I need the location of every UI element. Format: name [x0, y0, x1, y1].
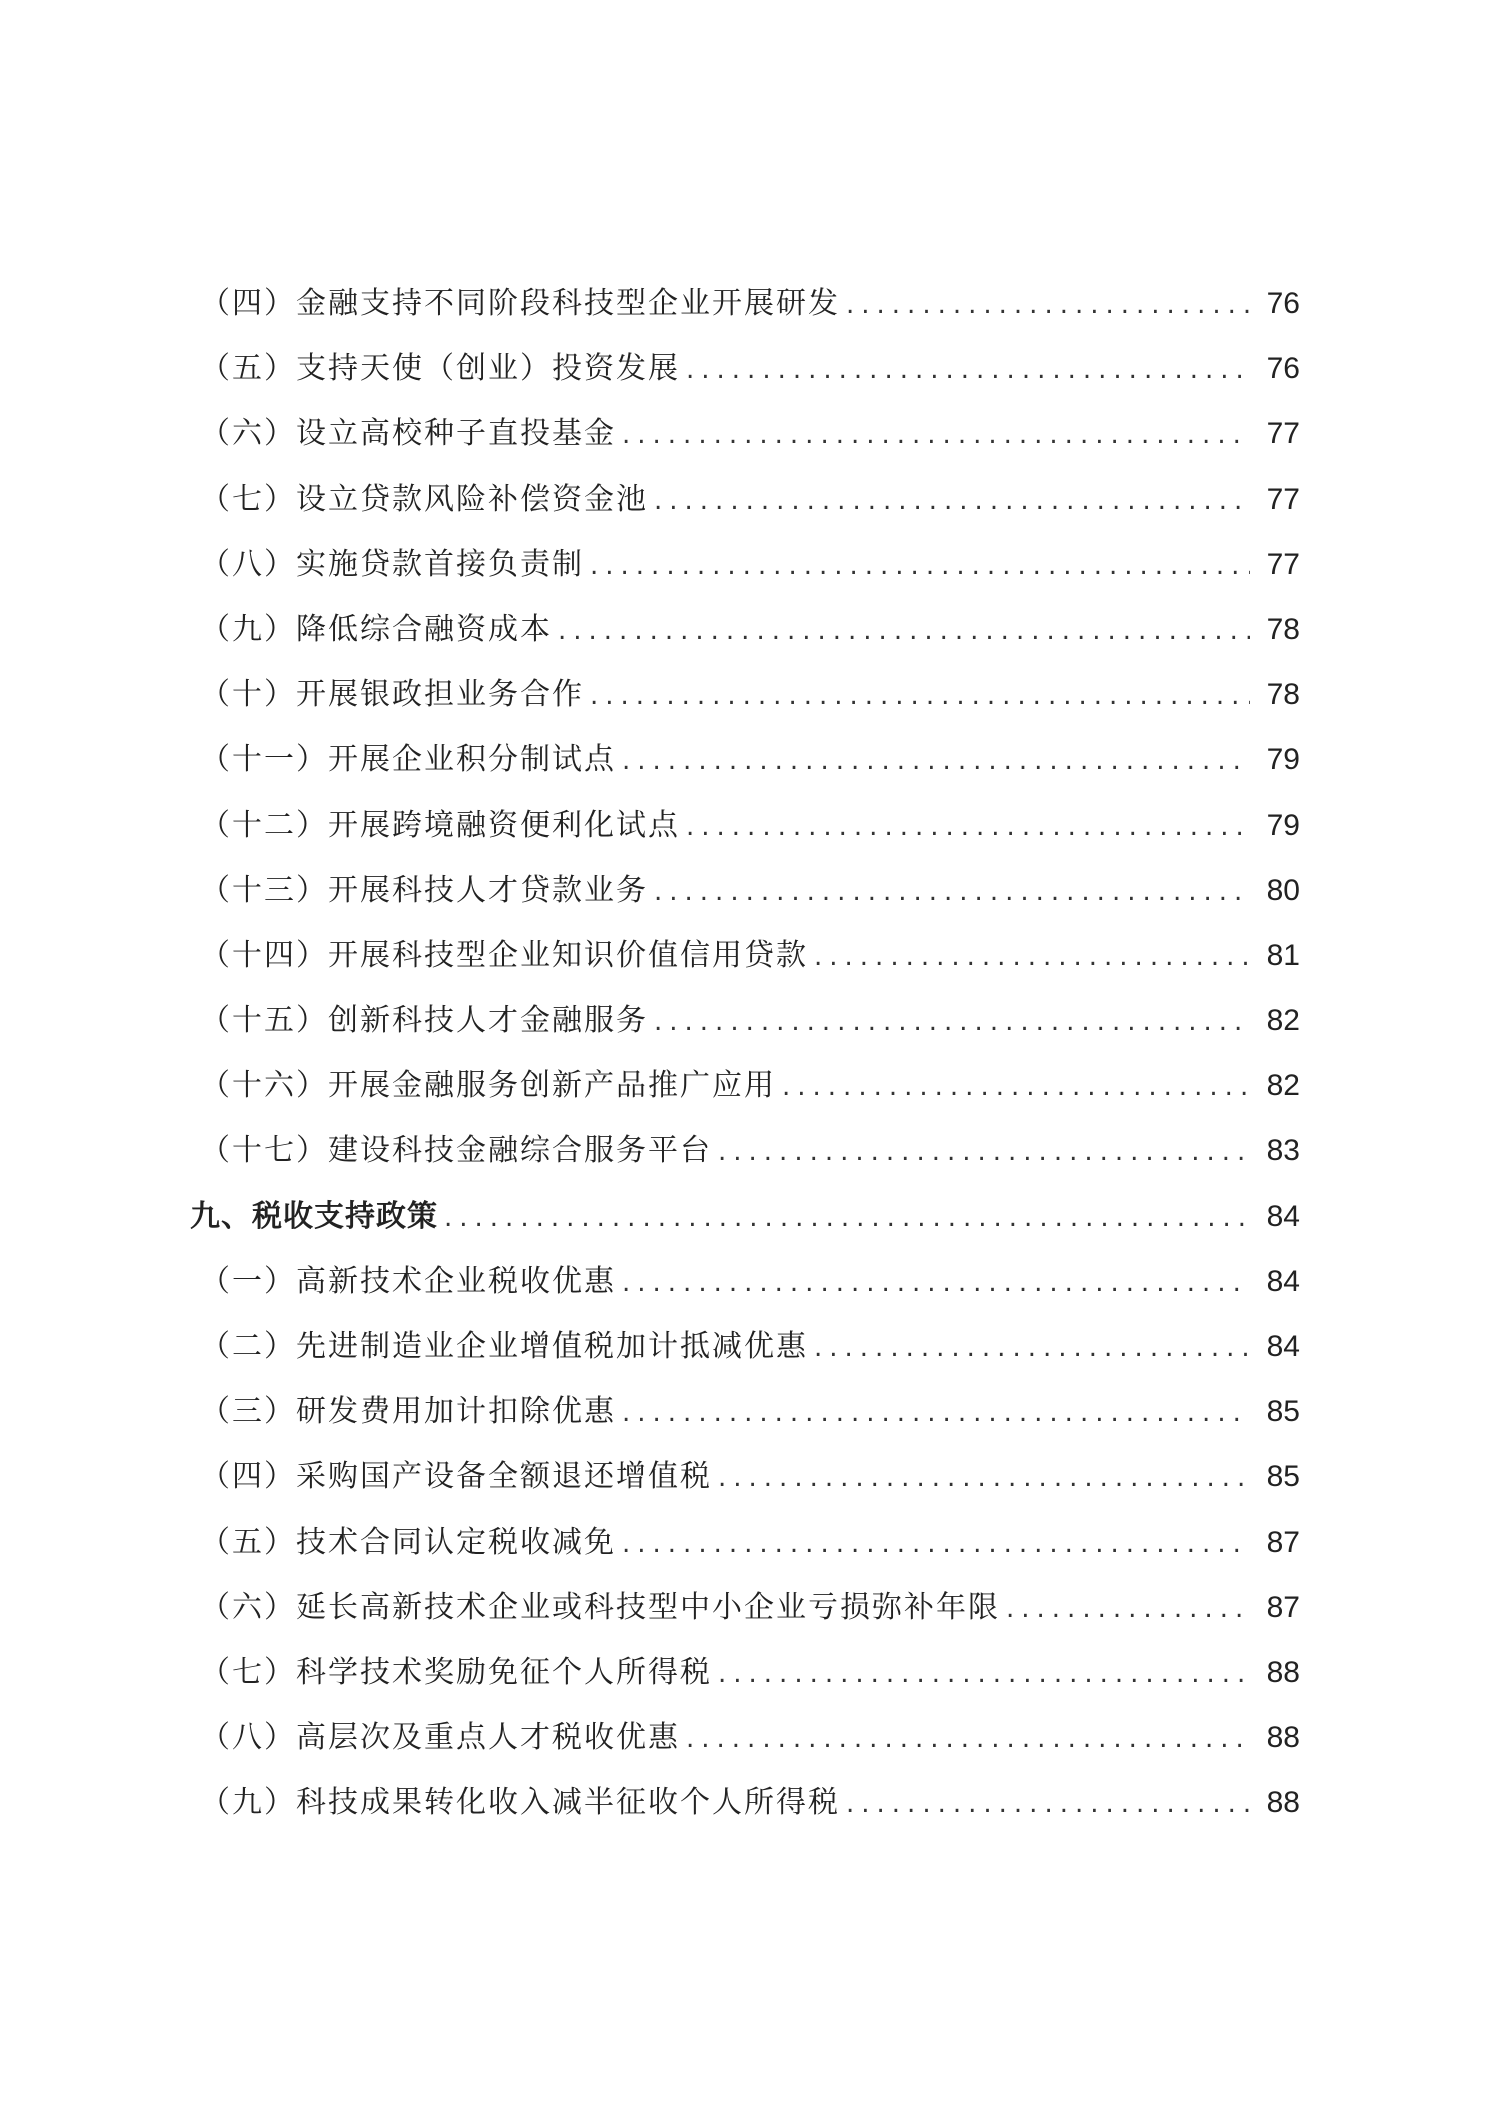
toc-entry-title: （九）科技成果转化收入减半征收个人所得税 — [200, 1785, 840, 1821]
toc-entry-page: 88 — [1266, 1655, 1300, 1689]
toc-entry-title: （十三）开展科技人才贷款业务 — [200, 872, 648, 908]
toc-entry[interactable] — [200, 278, 1300, 343]
toc-entry-page: 84 — [1266, 1330, 1300, 1363]
toc-entry[interactable] — [200, 734, 1300, 799]
toc-dot-leader — [686, 355, 1250, 385]
toc-entry-title: （五）支持天使（创业）投资发展 — [200, 351, 680, 387]
toc-entry-title: （五）技术合同认定税收减免 — [200, 1524, 616, 1560]
toc-entry-title: （六）设立高校种子直投基金 — [200, 416, 616, 452]
toc-dot-leader — [590, 551, 1250, 581]
toc-dot-leader — [654, 486, 1250, 516]
toc-entry-title: （七）科学技术奖励免征个人所得税 — [200, 1654, 712, 1690]
toc-entry-page: 88 — [1266, 1786, 1300, 1820]
toc-entry-title: （十二）开展跨境融资便利化试点 — [200, 807, 680, 843]
toc-entry[interactable] — [200, 1712, 1300, 1777]
toc-dot-leader — [590, 681, 1250, 711]
toc-entry-title: （十七）建设科技金融综合服务平台 — [200, 1133, 712, 1169]
toc-entry-page: 84 — [1266, 1264, 1300, 1298]
toc-dot-leader — [686, 812, 1250, 842]
toc-dot-leader — [814, 1333, 1250, 1363]
toc-dot-leader — [558, 616, 1250, 646]
toc-dot-leader — [622, 420, 1250, 450]
toc-entry-title: （九）降低综合融资成本 — [200, 611, 552, 647]
toc-entry-title: （三）研发费用加计扣除优惠 — [200, 1394, 616, 1430]
toc-entry[interactable] — [200, 930, 1300, 995]
toc-entry-title: （十）开展银政担业务合作 — [200, 677, 584, 713]
toc-entry[interactable] — [200, 539, 1300, 604]
toc-dot-leader — [622, 1529, 1250, 1559]
toc-entry[interactable] — [200, 1386, 1300, 1451]
toc-entry[interactable] — [200, 1582, 1300, 1647]
toc-dot-leader — [444, 1203, 1250, 1233]
toc-dot-leader — [654, 1007, 1250, 1037]
toc-entry[interactable] — [200, 1451, 1300, 1516]
toc-dot-leader — [622, 1398, 1250, 1428]
toc-entry-page: 83 — [1266, 1134, 1300, 1168]
toc-entry[interactable] — [200, 1125, 1300, 1190]
toc-entry[interactable] — [200, 865, 1300, 930]
toc-dot-leader — [814, 942, 1250, 972]
toc-dot-leader — [622, 1268, 1250, 1298]
toc-entry-title: （十一）开展企业积分制试点 — [200, 742, 616, 778]
toc-entry[interactable] — [200, 669, 1300, 734]
toc-dot-leader — [718, 1659, 1250, 1689]
toc-entry-page: 82 — [1266, 1069, 1300, 1103]
toc-entry[interactable] — [200, 408, 1300, 473]
toc-dot-leader — [846, 1789, 1250, 1819]
toc-entry-title: （十五）创新科技人才金融服务 — [200, 1003, 648, 1039]
toc-entry-title: （八）实施贷款首接负责制 — [200, 546, 584, 582]
toc-entry[interactable] — [200, 995, 1300, 1060]
toc-dot-leader — [718, 1137, 1250, 1167]
toc-section-title: 九、税收支持政策 — [190, 1198, 438, 1234]
toc-entry[interactable] — [200, 1777, 1300, 1842]
toc-section-page: 84 — [1266, 1199, 1300, 1233]
toc-entry-title: （十四）开展科技型企业知识价值信用贷款 — [200, 937, 808, 973]
toc-entry-title: （七）设立贷款风险补偿资金池 — [200, 481, 648, 517]
toc-entry-page: 85 — [1266, 1460, 1300, 1494]
toc-entry-title: （四）金融支持不同阶段科技型企业开展研发 — [200, 286, 840, 321]
toc-entry[interactable] — [200, 1321, 1300, 1386]
toc-entry-page: 81 — [1266, 938, 1300, 972]
toc-entry-page: 77 — [1266, 547, 1300, 581]
toc-entry-page: 76 — [1266, 352, 1300, 386]
toc-dot-leader — [782, 1072, 1250, 1102]
toc-entry-page: 87 — [1266, 1590, 1300, 1624]
toc-entry-page: 85 — [1266, 1395, 1300, 1429]
toc-entry-page: 78 — [1266, 612, 1300, 646]
table-of-contents — [190, 278, 1300, 1843]
toc-entry[interactable] — [200, 1517, 1300, 1582]
toc-entry-page: 87 — [1266, 1525, 1300, 1559]
toc-entry-page: 76 — [1266, 287, 1300, 320]
toc-dot-leader — [1006, 1594, 1250, 1624]
toc-entry[interactable] — [200, 474, 1300, 539]
toc-entry[interactable] — [200, 800, 1300, 865]
toc-entry[interactable] — [200, 1647, 1300, 1712]
toc-entry[interactable] — [200, 1256, 1300, 1321]
toc-dot-leader — [846, 290, 1250, 320]
toc-entry-page: 77 — [1266, 417, 1300, 451]
toc-entry-title: （二）先进制造业企业增值税加计抵减优惠 — [200, 1329, 808, 1364]
toc-entry[interactable] — [200, 1060, 1300, 1125]
toc-entry-page: 82 — [1266, 1004, 1300, 1038]
toc-entry-page: 80 — [1266, 873, 1300, 907]
toc-entry-title: （六）延长高新技术企业或科技型中小企业亏损弥补年限 — [200, 1589, 1000, 1625]
toc-entry[interactable] — [200, 604, 1300, 669]
toc-dot-leader — [686, 1724, 1250, 1754]
toc-dot-leader — [654, 877, 1250, 907]
toc-entry-page: 88 — [1266, 1721, 1300, 1755]
toc-entry-title: （一）高新技术企业税收优惠 — [200, 1263, 616, 1299]
toc-entry-title: （四）采购国产设备全额退还增值税 — [200, 1459, 712, 1495]
toc-dot-leader — [622, 746, 1250, 776]
toc-entry[interactable] — [200, 343, 1300, 408]
toc-dot-leader — [718, 1463, 1250, 1493]
toc-entry-page: 77 — [1266, 482, 1300, 516]
toc-entry-page: 79 — [1266, 743, 1300, 777]
toc-entry-page: 78 — [1266, 678, 1300, 712]
toc-entry-page: 79 — [1266, 808, 1300, 842]
toc-section-heading[interactable] — [190, 1191, 1300, 1256]
toc-entry-title: （十六）开展金融服务创新产品推广应用 — [200, 1068, 776, 1104]
toc-entry-title: （八）高层次及重点人才税收优惠 — [200, 1720, 680, 1756]
